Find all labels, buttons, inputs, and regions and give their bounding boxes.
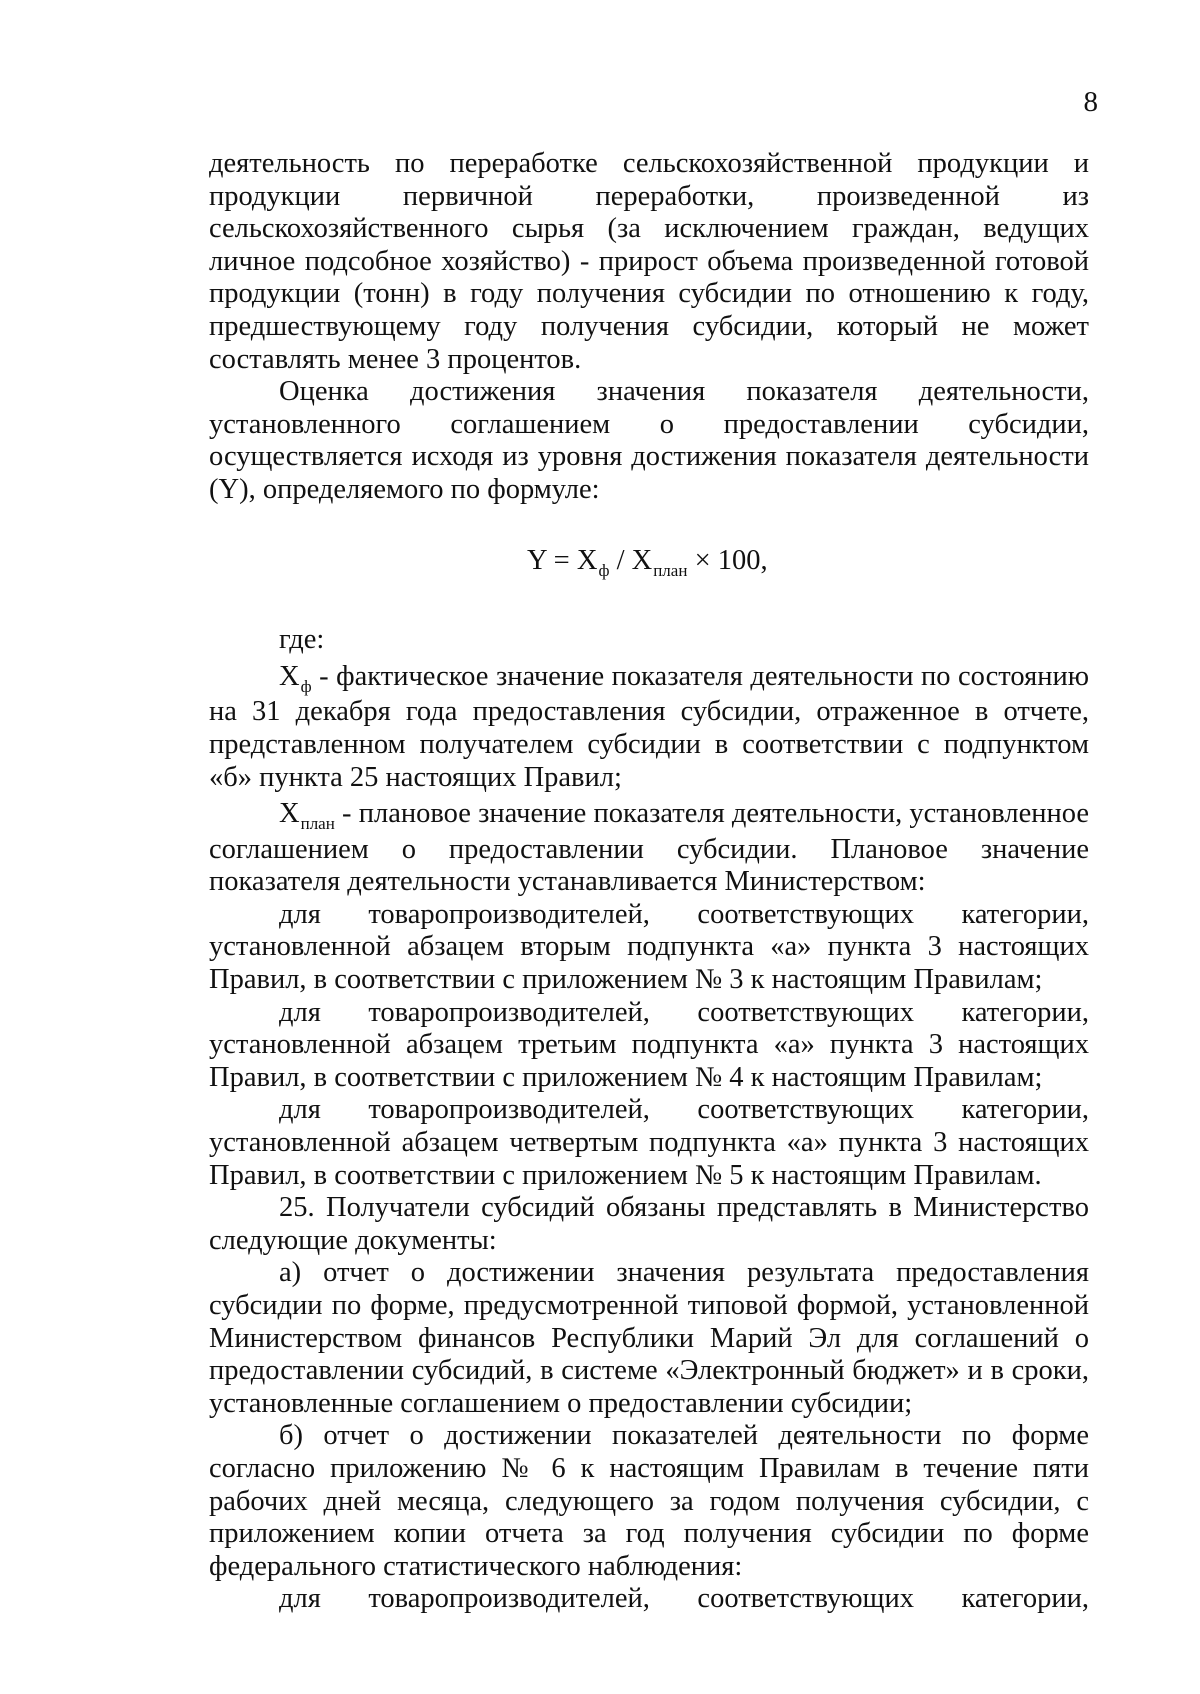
where-label: где: (279, 624, 325, 656)
formula-lhs: Y = X (527, 544, 598, 576)
document-body (209, 148, 1089, 1616)
xf-symbol: X (279, 660, 300, 692)
formula (209, 545, 1089, 581)
paragraph-item-25: 25. Получатели субсидий обязаны представлять в Министерство следующие документы: (209, 1192, 1089, 1256)
paragraph-category-continued: для товаропроизводителей, соответствующих категории, (279, 1583, 1089, 1615)
paragraph-xf-definition (209, 661, 1089, 794)
paragraph-assessment: Оценка достижения значения показателя деятельности, установленного соглашением о предоставлении субсидии, осуществляется исходя из уровня достижения показателя деятельности (Y), определяемого по формуле: (209, 376, 1089, 505)
paragraph-category-2: для товаропроизводителей, соответствующих категории, установленной абзацем третьим подпункта «а» пункта 3 настоящих Правил, в соответствии с приложением № 4 к настоящим Правилам; (209, 996, 1089, 1093)
xplan-subscript: план (300, 814, 335, 834)
formula-subscript-f: ф (598, 560, 610, 580)
xplan-symbol: X (279, 798, 300, 830)
page-number: 8 (1083, 86, 1098, 118)
paragraph-subitem-a: а) отчет о достижении значения результата предоставления субсидии по форме, предусмотренной типовой формой, установленной Министерством финансов Республики Марий Эл для соглашений о предоставлении субсидий, в системе «Электронный бюджет» и в сроки, установленные соглашением о предоставлении субсидии; (209, 1257, 1089, 1419)
paragraph-subitem-b: б) отчет о достижении показателей деятельности по форме согласно приложению № 6 к настоящим Правилам в течение пяти рабочих дней месяца, следующего за годом получения субсидии, с приложением копии отчета за год получения субсидии по форме федерального статистического наблюдения: (209, 1420, 1089, 1582)
formula-rhs: × 100, (687, 544, 768, 576)
formula-subscript-plan: план (653, 560, 688, 580)
xf-subscript: ф (300, 676, 312, 696)
xf-description: - фактическое значение показателя деятельности по состоянию на 31 декабря года предоставления субсидии, отраженное в отчете, представленном получателем субсидии в соответствии с подпунктом «б» пункта 25 настоящих Правил; (209, 660, 1089, 793)
paragraph-category-3: для товаропроизводителей, соответствующих категории, установленной абзацем четвертым подпункта «а» пункта 3 настоящих Правил, в соответствии с приложением № 5 к настоящим Правилам. (209, 1094, 1089, 1191)
xplan-description: - плановое значение показателя деятельности, установленное соглашением о предоставлении субсидии. Плановое значение показателя деятельности устанавливается Министерством: (209, 798, 1089, 898)
paragraph-activity-definition: деятельность по переработке сельскохозяйственной продукции и продукции первичной переработки, произведенной из сельскохозяйственного сырья (за исключением граждан, ведущих личное подсобное хозяйство) - прирост объема произведенной готовой продукции (тонн) в году получения субсидии по отношению к году, предшествующему году получения субсидии, который не может составлять менее 3 процентов. (209, 148, 1089, 375)
formula-slash: / X (609, 544, 653, 576)
paragraph-category-1: для товаропроизводителей, соответствующих категории, установленной абзацем вторым подпункта «а» пункта 3 настоящих Правил, в соответствии с приложением № 3 к настоящим Правилам; (209, 898, 1089, 996)
paragraph-xplan-definition (209, 798, 1089, 899)
